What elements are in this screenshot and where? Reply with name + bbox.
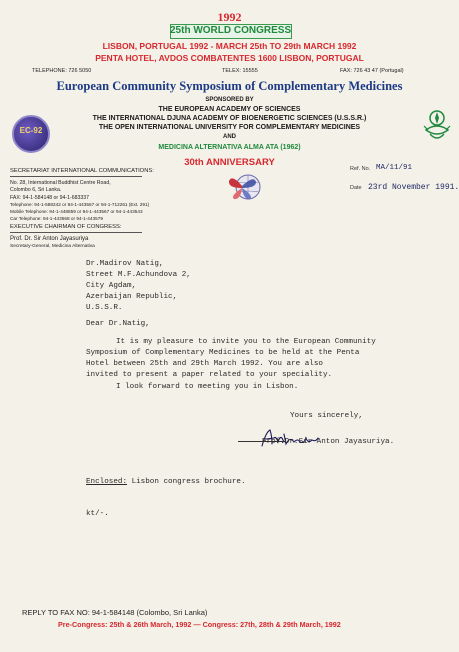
date-label: Date: [350, 185, 362, 191]
sponsor-4: MEDICINA ALTERNATIVA ALMA ATA (1962): [158, 144, 301, 151]
enclosed-label: Enclosed:: [86, 478, 128, 486]
secretariat-address-1: No. 28, International Buddhist Centre Road,: [10, 180, 111, 186]
salutation: Dear Dr.Natig,: [86, 320, 150, 328]
paragraph-1-line-4: invited to present a paper related to your speciality.: [86, 371, 333, 379]
location-line-1: LISBON, PORTUGAL 1992 - MARCH 25th TO 29th MARCH 1992: [102, 41, 357, 51]
chairman-name: Prof. Dr. Sir Anton Jayasuriya: [10, 236, 89, 242]
date-value: 23rd November 1991.: [368, 183, 459, 192]
recipient-line-5: U.S.S.R.: [86, 304, 123, 312]
sponsor-1: THE EUROPEAN ACADEMY OF SCIENCES: [158, 106, 301, 113]
ref-label: Ref. No.: [350, 166, 371, 172]
chairman-role: Secretary-General, Medicina Alternativa: [10, 244, 95, 249]
symposium-title: European Community Symposium of Complementary Medicines: [56, 79, 403, 93]
enclosure: [86, 478, 246, 486]
recipient-line-4: Azerbaijan Republic,: [86, 293, 178, 301]
sponsor-2: THE INTERNATIONAL DJUNA ACADEMY OF BIOENERGETIC SCIENCES (U.S.S.R.): [92, 115, 367, 122]
recipient-line-2: Street M.F.Achundova 2,: [86, 271, 191, 279]
congress-dates: Pre-Congress: 25th & 26th March, 1992 — Congress: 27th, 28th & 29th March, 1992: [58, 620, 341, 629]
sponsor-3: THE OPEN INTERNATIONAL UNIVERSITY FOR COMPLEMENTARY MEDICINES: [98, 124, 361, 131]
reply-fax: REPLY TO FAX NO: 94-1-584148 (Colombo, Sri Lanka): [22, 608, 208, 617]
world-congress-label: 25th WORLD CONGRESS: [170, 25, 292, 36]
paragraph-1-line-2: Symposium of Complementary Medicines to be held at the Penta: [86, 349, 360, 357]
header-telex: TELEX: 15555: [222, 68, 258, 74]
butterfly-globe-logo: [226, 172, 262, 202]
recipient-line-1: Dr.Madirov Natig,: [86, 260, 164, 268]
secretariat-car-telephone: Car Telephone: 94-1-443568 or 94-1-443579: [10, 216, 103, 221]
recipient-line-3: City Agdam,: [86, 282, 137, 290]
divider: [10, 176, 142, 177]
secretariat-heading: SECRETARIAT INTERNATIONAL COMMUNICATIONS:: [10, 168, 154, 174]
congress-year: 1992: [217, 10, 242, 24]
and-label: AND: [223, 134, 236, 140]
typist-initials: kt/-.: [86, 510, 109, 518]
secretariat-address-2: Colombo 6, Sri Lanka.: [10, 187, 62, 193]
sponsored-by: SPONSORED BY: [205, 97, 254, 103]
header-fax: FAX: 726 43 47 (Portugal): [340, 68, 404, 74]
executive-heading: EXECUTIVE CHAIRMAN OF CONGRESS:: [10, 224, 122, 230]
secretariat-mobile: Mobile Telephone: 94-1-448859 or 94-1-443567 or 94-1-443543: [10, 209, 143, 214]
paragraph-2: I look forward to meeting you in Lisbon.: [116, 383, 299, 391]
ref-value: MA/11/91: [376, 164, 413, 172]
closing: Yours sincerely,: [290, 412, 363, 420]
secretariat-fax: FAX: 94-1-584148 or 94-1-683337: [10, 195, 90, 201]
paragraph-1-line-3: Hotel between 25th and 29th March 1992. You are also: [86, 360, 323, 368]
lotus-emblem-icon: [422, 108, 452, 144]
seal-text: EC-92: [19, 126, 43, 135]
secretariat-telephone: Telephone: 94-1-588242 or 94-1-443567 or 94-1-712261 (Ext. 291): [10, 202, 150, 207]
location-line-2: PENTA HOTEL, AVDOS COMBATENTES 1600 LISBON, PORTUGAL: [95, 53, 364, 63]
header-telephone: TELEPHONE: 726 5050: [32, 68, 92, 74]
paragraph-1-line-1: It is my pleasure to invite you to the European Community: [116, 338, 376, 346]
enclosed-text: Lisbon congress brochure.: [127, 478, 246, 486]
anniversary: 30th ANNIVERSARY: [184, 157, 275, 168]
divider: [10, 232, 142, 233]
signatory-name: Prof.Dr.Sir Anton Jayasuriya.: [262, 438, 395, 446]
